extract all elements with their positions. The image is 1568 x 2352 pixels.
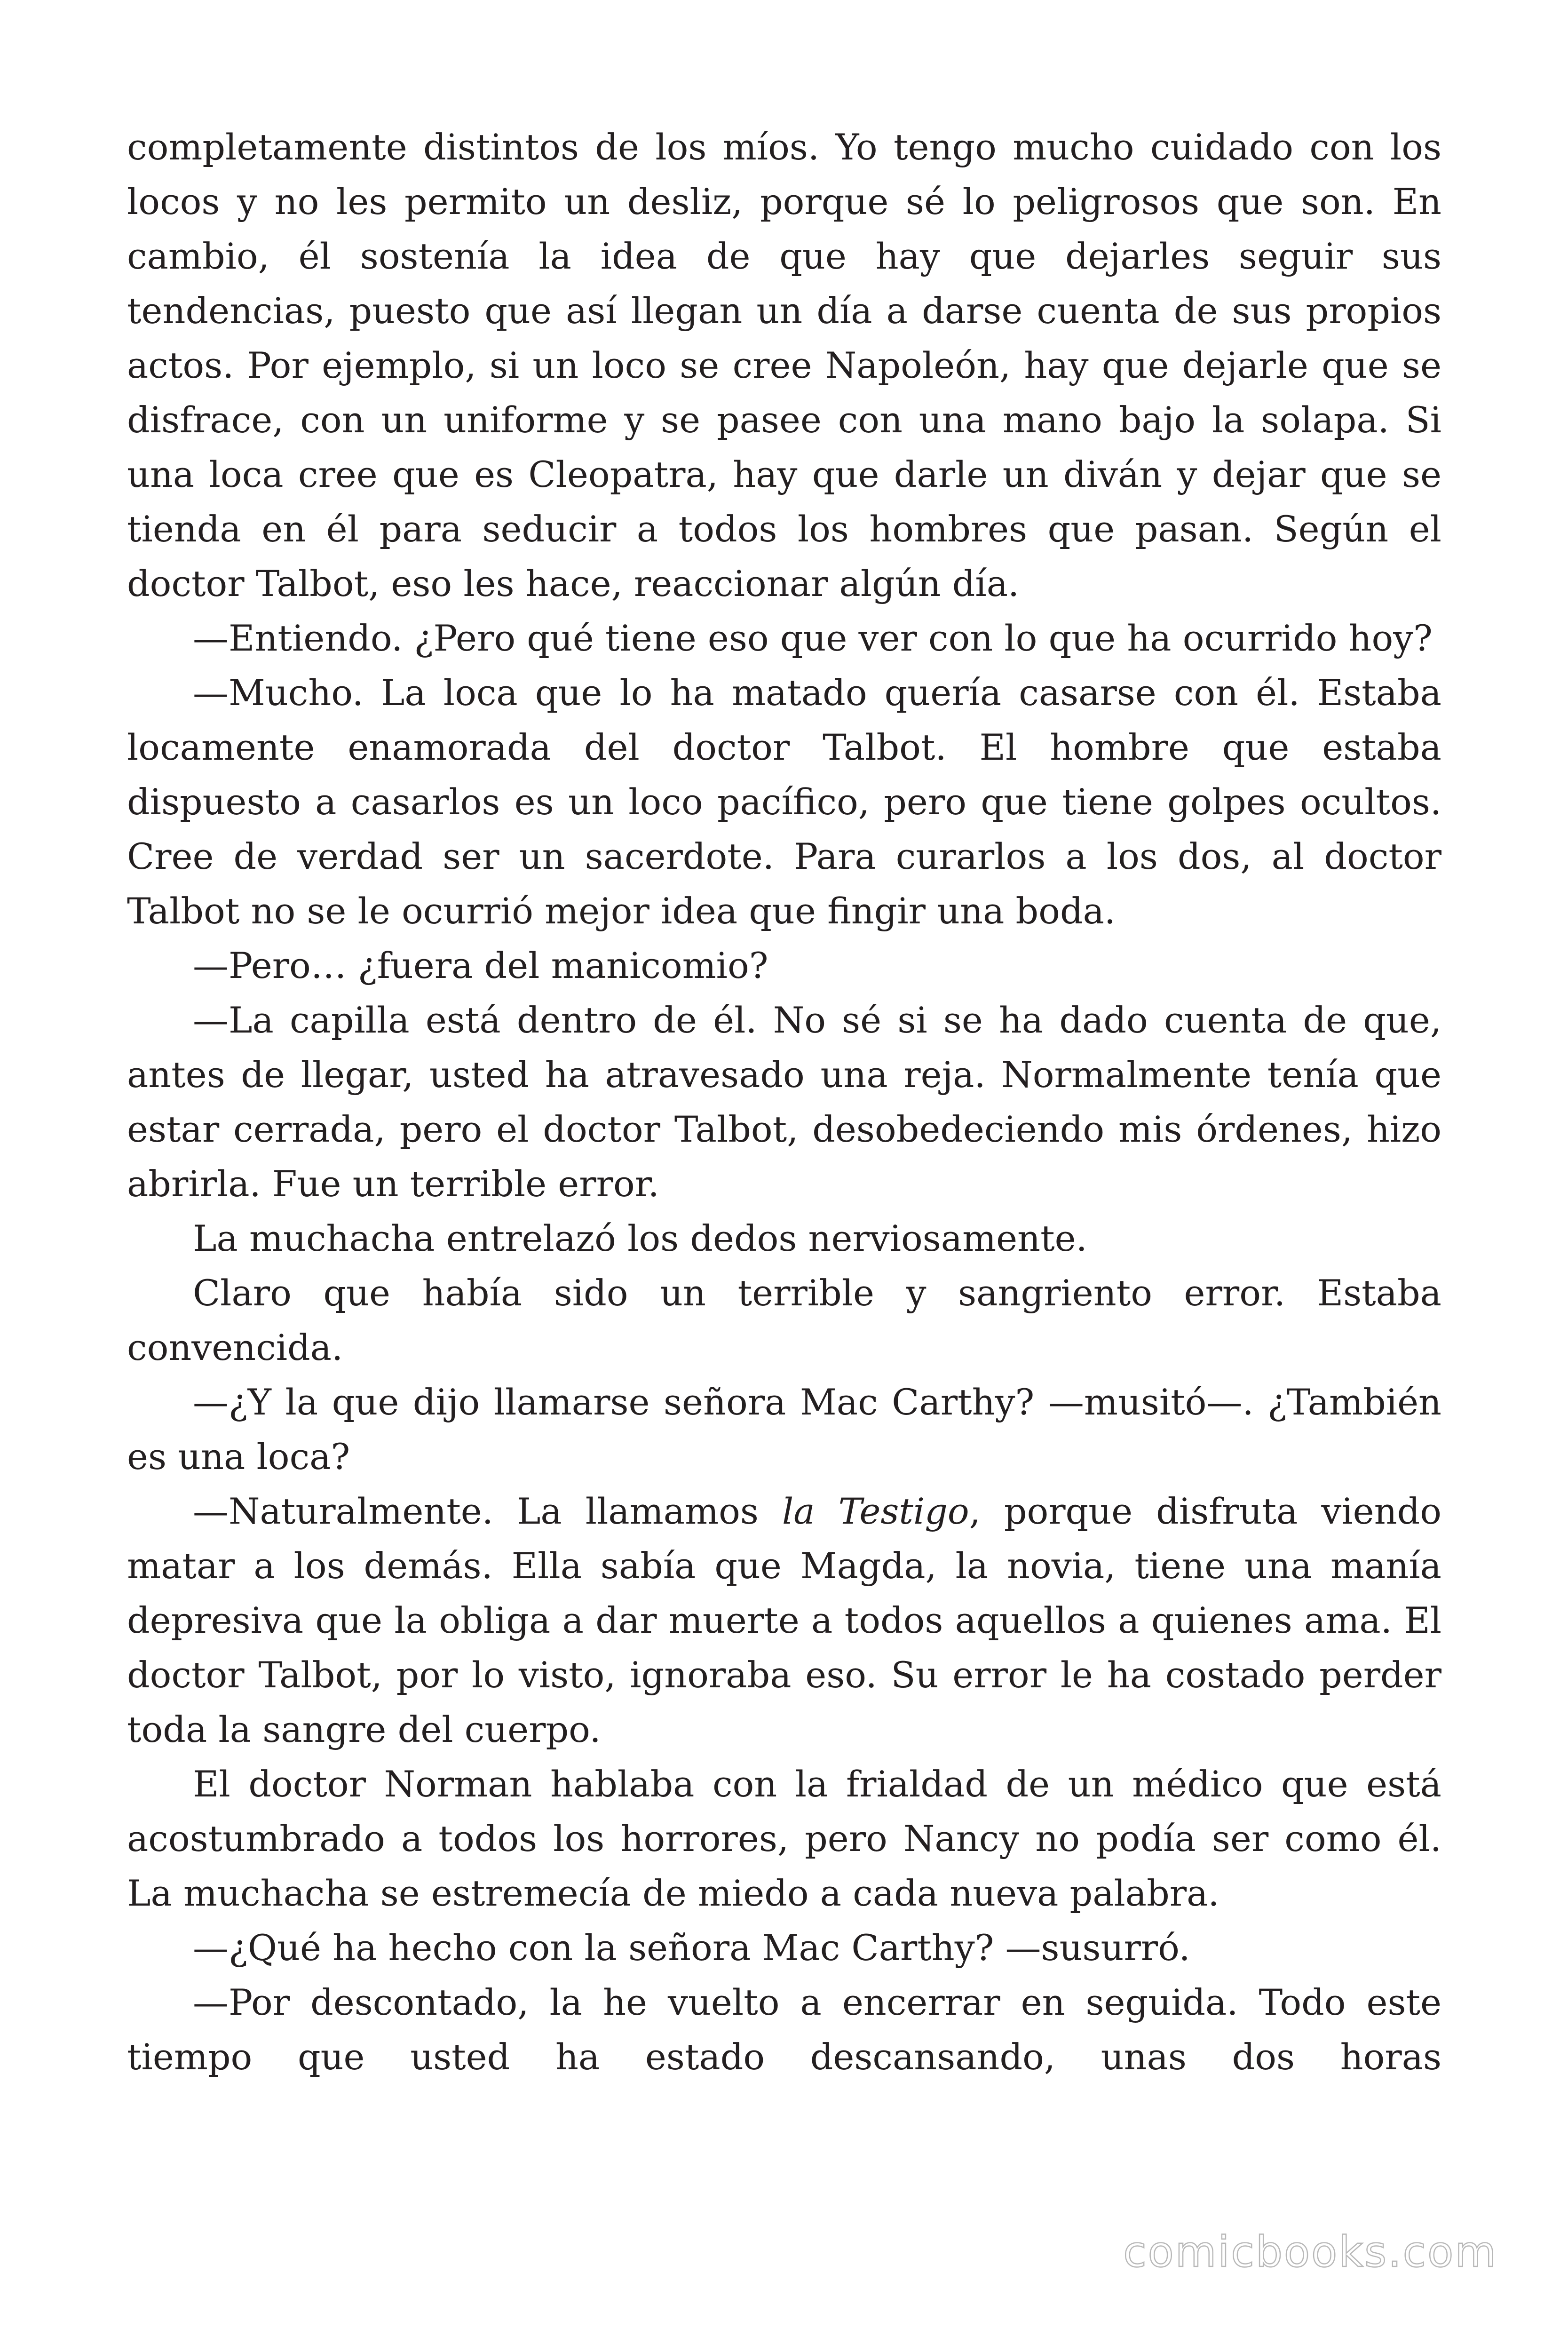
paragraph-10: El doctor Norman hablaba con la frialdad de un médico que está acostumbrado a todos los horrores, pero Nancy no podía ser como él. La muchacha se estremecía de miedo a cada nueva palabra. — [127, 1763, 1441, 1914]
page-body — [127, 120, 1441, 2084]
paragraph-9-rest: , porque disfruta viendo matar a los demás. Ella sabía que Magda, la novia, tiene una manía depresiva que la obliga a dar muerte a todos aquellos a quienes ama. El doctor Talbot, por lo visto, ignoraba eso. Su error le ha costado perder toda la sangre del cuerpo. — [127, 1490, 1441, 1750]
paragraph-4: —Pero… ¿fuera del manicomio? — [193, 945, 768, 986]
paragraph-8: —¿Y la que dijo llamarse señora Mac Carthy? —musitó—. ¿También es una loca? — [127, 1381, 1441, 1478]
paragraph-6: La muchacha entrelazó los dedos nerviosamente. — [193, 1217, 1087, 1259]
paragraph-12: —Por descontado, la he vuelto a encerrar en seguida. Todo este tiempo que usted ha estado descansando, unas dos horas — [127, 1981, 1441, 2078]
paragraph-11: —¿Qué ha hecho con la señora Mac Carthy? —susurró. — [193, 1927, 1190, 1969]
paragraph-2: —Entiendo. ¿Pero qué tiene eso que ver con lo que ha ocurrido hoy? — [193, 617, 1433, 659]
paragraph-9-lead: —Naturalmente. La llamamos — [193, 1490, 782, 1532]
watermark-logo: comicbooks.com — [1123, 2227, 1497, 2277]
paragraph-9 — [127, 1484, 1441, 1757]
paragraph-3: —Mucho. La loca que lo ha matado quería casarse con él. Estaba locamente enamorada del doctor Talbot. El hombre que estaba dispuesto a casarlos es un loco pacífico, pero que tiene golpes ocultos. Cree de verdad ser un sacerdote. Para curarlos a los dos, al doctor Talbot no se le ocurrió mejor idea que fingir una boda. — [127, 672, 1441, 932]
paragraph-1: completamente distintos de los míos. Yo tengo mucho cuidado con los locos y no les permito un desliz, porque sé lo peligrosos que son. En cambio, él sostenía la idea de que hay que dejarles seguir sus tendencias, puesto que así llegan un día a darse cuenta de sus propios actos. Por ejemplo, si un loco se cree Napoleón, hay que dejarle que se disfrace, con un uniforme y se pasee con una mano bajo la solapa. Si una loca cree que es Cleopatra, hay que darle un diván y dejar que se tienda en él para seducir a todos los hombres que pasan. Según el doctor Talbot, eso les hace, reaccionar algún día. — [127, 126, 1441, 604]
paragraph-7: Claro que había sido un terrible y sangriento error. Estaba convencida. — [127, 1272, 1441, 1368]
paragraph-9-italic: la Testigo — [782, 1490, 969, 1532]
paragraph-5: —La capilla está dentro de él. No sé si se ha dado cuenta de que, antes de llegar, usted ha atravesado una reja. Normalmente tenía que estar cerrada, pero el doctor Talbot, desobedeciendo mis órdenes, hizo abrirla. Fue un terrible error. — [127, 999, 1441, 1205]
